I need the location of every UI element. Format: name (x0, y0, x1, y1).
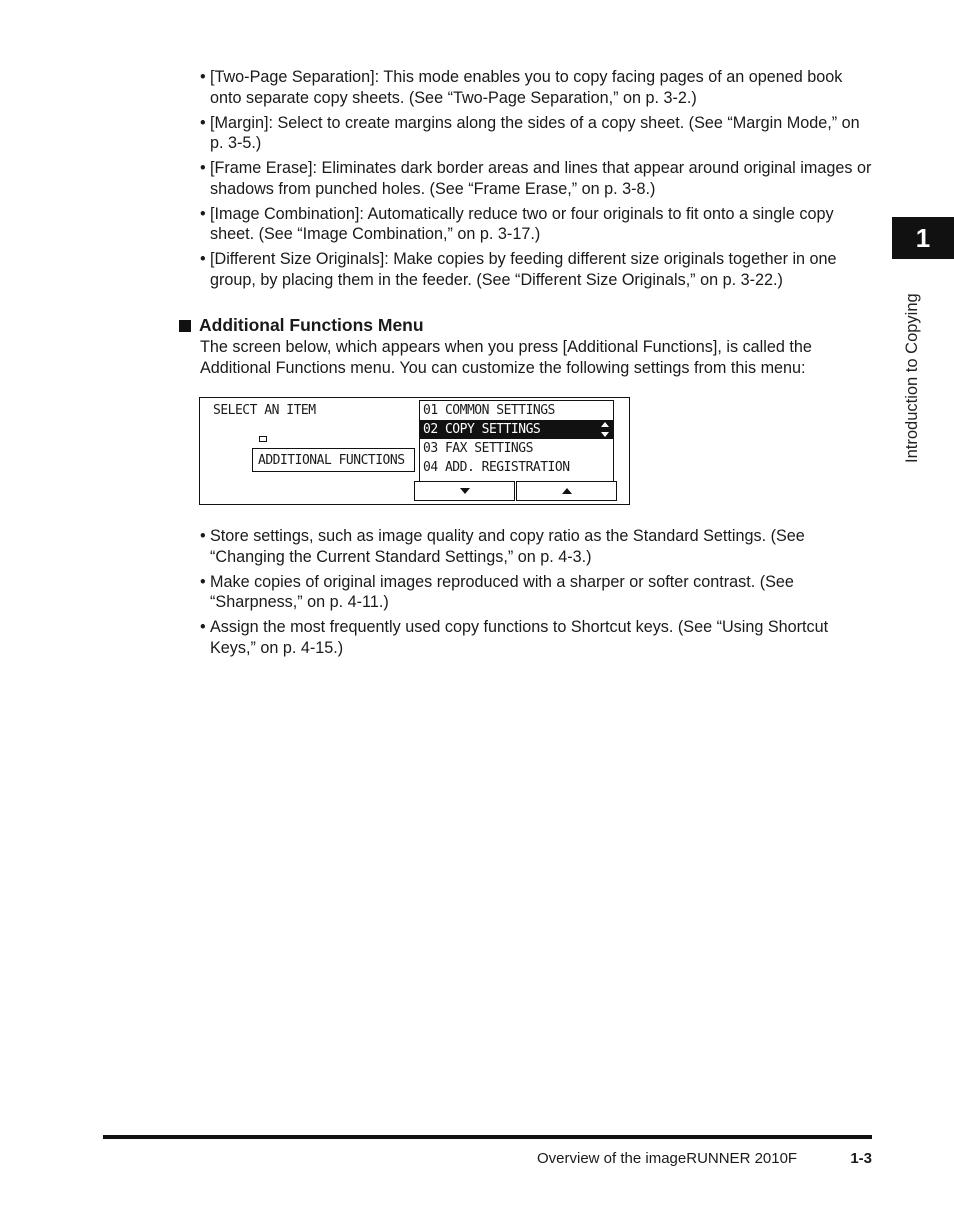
lcd-item-fax-settings[interactable]: 03 FAX SETTINGS (423, 441, 533, 456)
list-item: • Assign the most frequently used copy functions to Shortcut keys. (See “Using Shortcut Keys,” on p. 4-15.) (200, 617, 872, 658)
page-number: 1-3 (850, 1150, 872, 1167)
bullet-list-bottom (200, 526, 872, 663)
list-item: • Make copies of original images reproduced with a sharper or softer contrast. (See “Sharpness,” on p. 4-11.) (200, 572, 872, 613)
section-intro: The screen below, which appears when you press [Additional Functions], is called the Additional Functions menu. You can customize the following settings from this menu: (200, 338, 812, 377)
lcd-item-add-registration[interactable]: 04 ADD. REGISTRATION (423, 460, 570, 475)
chapter-title: Introduction to Copying (903, 293, 921, 463)
lcd-function-label: ADDITIONAL FUNCTIONS (252, 448, 415, 472)
scroll-down-button[interactable] (414, 481, 515, 501)
list-item: • [Frame Erase]: Eliminates dark border areas and lines that appear around original images or shadows from punched holes. (See “Frame Erase,” on p. 3-8.) (200, 158, 872, 199)
scroll-up-button[interactable] (516, 481, 617, 501)
lcd-item-copy-settings[interactable]: 02 COPY SETTINGS (420, 420, 613, 439)
scroll-updown-icon (600, 421, 610, 438)
list-item: • [Different Size Originals]: Make copies by feeding different size originals together in one group, by placing them in the feeder. (See “Different Size Originals,” on p. 3-22.) (200, 249, 872, 290)
footer-title: Overview of the imageRUNNER 2010F (537, 1150, 798, 1167)
list-item: • [Two-Page Separation]: This mode enables you to copy facing pages of an opened book onto separate copy sheets. (See “Two-Page Separation,” on p. 3-2.) (200, 67, 872, 108)
section-heading (179, 315, 424, 336)
list-item: • [Margin]: Select to create margins along the sides of a copy sheet. (See “Margin Mode,” on p. 3-5.) (200, 113, 872, 154)
lcd-prompt: SELECT AN ITEM (213, 403, 316, 418)
footer-divider (103, 1135, 872, 1139)
section-heading-text: Additional Functions Menu (199, 315, 424, 335)
square-bullet-icon (179, 320, 191, 332)
list-item: • Store settings, such as image quality and copy ratio as the Standard Settings. (See “Changing the Current Standard Settings,” on p. 4-3.) (200, 526, 872, 567)
lcd-cursor-icon (259, 436, 267, 442)
list-item: • [Image Combination]: Automatically reduce two or four originals to fit onto a single copy sheet. (See “Image Combination,” on p. 3-17.) (200, 204, 872, 245)
chapter-tab: 1 (892, 217, 954, 259)
lcd-item-list (419, 400, 614, 481)
arrow-up-icon (561, 487, 573, 495)
bullet-list-top (200, 67, 872, 295)
lcd-screen (199, 397, 630, 505)
arrow-down-icon (459, 487, 471, 495)
lcd-item-common-settings[interactable]: 01 COMMON SETTINGS (423, 403, 555, 418)
